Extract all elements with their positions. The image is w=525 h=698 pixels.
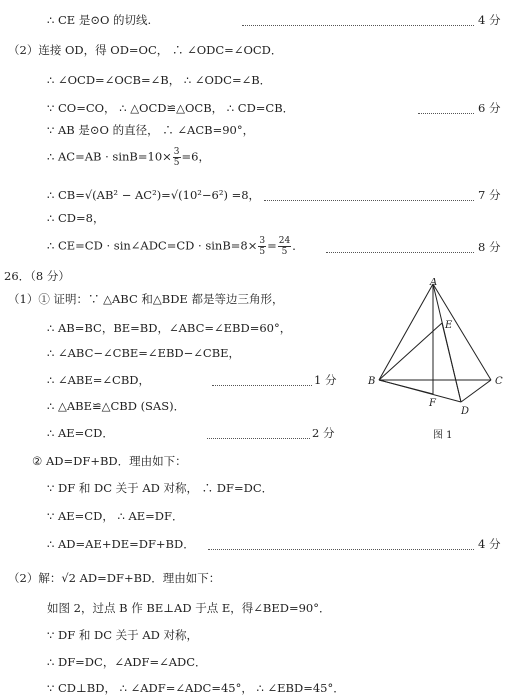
leader-dots [208, 539, 474, 550]
point-label-d: D [461, 406, 470, 417]
score-label: 6 分 [478, 101, 501, 115]
leader-dots [242, 15, 474, 26]
line-13: ∴ ∠ABC−∠CBE=∠EBD−∠CBE， [47, 346, 241, 360]
line-15: ∴ △ABE≌△CBD (SAS)． [47, 399, 186, 413]
score-label: 7 分 [478, 188, 501, 202]
segment-ed [442, 323, 461, 402]
line-5: ∵ AB 是⊙O 的直径， ∴ ∠ACB=90°， [47, 123, 255, 137]
line-22: 如图 2，过点 B 作 BE⊥AD 于点 E，得∠BED=90°． [47, 601, 331, 615]
line-21: （2）解：√2 AD=DF+BD．理由如下： [8, 571, 221, 585]
point-label-f: F [429, 398, 436, 409]
score-label: 2 分 [312, 426, 335, 440]
line-8: ∴ CD=8， [47, 211, 105, 225]
line-2: （2）连接 OD，得 OD=OC， ∴ ∠ODC=∠OCD． [8, 43, 283, 57]
fraction: $\frac{3}{5}$ [173, 147, 180, 168]
point-label-a: A [430, 278, 438, 288]
leader-dots [418, 103, 474, 114]
leader-dots [326, 242, 474, 253]
segment-ab [379, 284, 433, 380]
line-19: ∵ AE=CD， ∴ AE=DF． [47, 509, 184, 523]
line-12: ∴ AB=BC，BE=BD，∠ABC=∠EBD=60°， [47, 321, 292, 335]
line-16: ∴ AE=CD． [47, 426, 114, 440]
leader-dots [264, 190, 474, 201]
line-3: ∴ ∠OCD=∠OCB=∠B， ∴ ∠ODC=∠B． [47, 73, 272, 87]
line-4: ∵ CO=CO， ∴ △OCD≌△OCB， ∴ CD=CB． [47, 101, 295, 115]
line-18: ∵ DF 和 DC 关于 AD 对称， ∴ DF=DC． [47, 481, 274, 495]
fraction: $\frac{3}{5}$ [259, 236, 266, 257]
line-25: ∵ CD⊥BD， ∴ ∠ADF=∠ADC=45°， ∴ ∠EBD=45°． [47, 681, 345, 695]
line-6: ∴ AC=AB · sinB=10× $\frac{3}{5}$ =6， [47, 147, 210, 168]
geometry-figure [365, 278, 520, 448]
line-11: （1）① 证明：∵ △ABC 和△BDE 都是等边三角形， [8, 292, 284, 306]
point-label-e: E [445, 320, 453, 331]
score-label: 4 分 [478, 537, 501, 551]
fraction: $\frac{24}{5}$ [278, 236, 291, 257]
point-label-c: C [495, 376, 503, 387]
figure-caption: 图 1 [433, 430, 453, 441]
line-23: ∵ DF 和 DC 关于 AD 对称， [47, 628, 198, 642]
line-14: ∴ ∠ABE=∠CBD， [47, 373, 151, 387]
line-1: ∴ CE 是⊙O 的切线. [47, 13, 152, 27]
score-label: 8 分 [478, 240, 501, 254]
line-7: ∴ CB=√(AB² − AC²)=√(10²−6²) =8， [47, 188, 261, 202]
score-label: 1 分 [314, 373, 337, 387]
leader-dots [212, 375, 312, 386]
line-24: ∴ DF=DC，∠ADF=∠ADC． [47, 655, 207, 669]
point-label-b: B [368, 376, 376, 387]
question-header: 26．（8 分） [4, 269, 70, 283]
score-label: 4 分 [478, 13, 501, 27]
segment-cd [461, 380, 491, 402]
segment-ac [433, 284, 491, 380]
line-20: ∴ AD=AE+DE=DF+BD． [47, 537, 195, 551]
line-9: ∴ CE=CD · sin∠ADC=CD · sinB=8× $\frac{3}{5}$ = $\frac{24}{5}$ ． [47, 236, 304, 257]
segment-bf [379, 380, 433, 394]
line-17: ② AD=DF+BD．理由如下： [32, 454, 187, 468]
leader-dots [207, 428, 310, 439]
